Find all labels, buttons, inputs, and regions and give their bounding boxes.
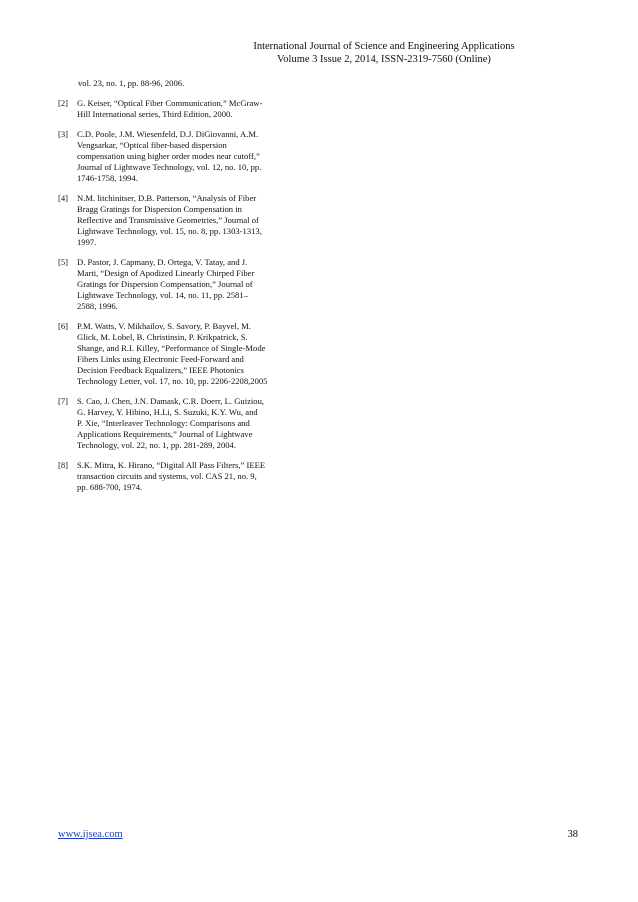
- reference-line: Applications Requirements,” Journal of Lightwave: [77, 429, 253, 439]
- reference-line: Marti, “Design of Apodized Linearly Chirped Fiber: [77, 268, 255, 278]
- reference-list: [58, 78, 308, 502]
- reference-text: [58, 129, 308, 184]
- reference-line: Lightwave Technology, vol. 15, no. 8, pp. 1303-1313,: [77, 226, 262, 236]
- reference-text: [58, 98, 308, 120]
- reference-line: pp. 688-700, 1974.: [77, 482, 143, 492]
- reference-line: Decision Feedback Equalizers,” IEEE Photonics: [77, 365, 244, 375]
- reference-line: P. Xie, “Interleaver Technology: Comparisons and: [77, 418, 250, 428]
- reference-number: [7]: [58, 396, 69, 406]
- reference-entry: [58, 98, 308, 120]
- page-number: 38: [567, 829, 578, 840]
- reference-line: Shange, and R.I. Killey, “Performance of Single-Mode: [77, 343, 266, 353]
- reference-line: Fibers Links using Electronic Feed-Forward and: [77, 354, 244, 364]
- reference-text: [58, 193, 308, 248]
- reference-line: transaction circuits and systems, vol. CAS 21, no. 9,: [77, 471, 257, 481]
- reference-entry: [58, 321, 308, 387]
- reference-number: [5]: [58, 257, 69, 267]
- reference-number: [6]: [58, 321, 69, 331]
- reference-entry: [58, 257, 308, 312]
- reference-line: P.M. Watts, V. Mikhailov, S. Savory, P. Bayvel, M.: [77, 321, 251, 331]
- reference-line: D. Pastor, J. Capmany, D. Ortega, V. Tatay, and J.: [77, 257, 248, 267]
- reference-line: Bragg Gratings for Dispersion Compensation in: [77, 204, 242, 214]
- reference-line: compensation using higher order modes near cutoff,”: [77, 151, 260, 161]
- reference-line: 2588, 1996.: [77, 301, 118, 311]
- reference-line: Technology, vol. 22, no. 1, pp. 281-289, 2004.: [77, 440, 237, 450]
- reference-line: Gratings for Dispersion Compensation,” Journal of: [77, 279, 253, 289]
- reference-number: [2]: [58, 98, 69, 108]
- reference-entry: [58, 193, 308, 248]
- reference-line: Lightwave Technology, vol. 14, no. 11, pp. 2581–: [77, 290, 248, 300]
- reference-continuation: vol. 23, no. 1, pp. 88-96, 2006.: [78, 78, 185, 88]
- references-container: [58, 98, 308, 493]
- reference-number: [3]: [58, 129, 69, 139]
- reference-text: [58, 396, 308, 451]
- reference-number: [8]: [58, 460, 69, 470]
- reference-line: Vengsarkar, “Optical fiber-based dispersion: [77, 140, 227, 150]
- reference-line: Hill International series, Third Edition, 2000.: [77, 109, 233, 119]
- journal-issue: Volume 3 Issue 2, 2014, ISSN-2319-7560 (Online): [277, 54, 491, 65]
- reference-line: Glick, M. Lobel, B. Christinsin, P. Krikpatrick, S.: [77, 332, 248, 342]
- reference-entry: [58, 396, 308, 451]
- reference-line: 1746-1758, 1994.: [77, 173, 138, 183]
- reference-line: G. Harvey, Y. Hibino, H.Li, S. Suzuki, K.Y. Wu, and: [77, 407, 258, 417]
- footer-link[interactable]: www.ijsea.com: [58, 829, 123, 840]
- reference-line: Journal of Lightwave Technology, vol. 12, no. 10, pp.: [77, 162, 262, 172]
- reference-line: N.M. litchinitser, D.B. Patterson, “Analysis of Fiber: [77, 193, 257, 203]
- reference-line: Reflective and Transmissive Geometries,” Journal of: [77, 215, 259, 225]
- reference-line: C.D. Poole, J.M. Wiesenfeld, D.J. DiGiovanni, A.M.: [77, 129, 259, 139]
- page-footer: [58, 828, 578, 841]
- reference-line: S. Cao, J. Chen, J.N. Damask, C.R. Doerr, L. Guiziou,: [77, 396, 265, 406]
- journal-header: [0, 40, 638, 66]
- reference-line: Technology Letter, vol. 17, no. 10, pp. 2206-2208,2005: [77, 376, 268, 386]
- reference-entry: [58, 460, 308, 493]
- journal-title: International Journal of Science and Engineering Applications: [253, 41, 515, 52]
- reference-text: [58, 321, 308, 387]
- reference-text: [58, 257, 308, 312]
- reference-line: S.K. Mitra, K. Hirano, “Digital All Pass Filters,” IEEE: [77, 460, 266, 470]
- reference-line: G. Keiser, “Optical Fiber Communication,” McGraw-: [77, 98, 263, 108]
- reference-number: [4]: [58, 193, 69, 203]
- reference-text: [58, 460, 308, 493]
- reference-line: 1997.: [77, 237, 97, 247]
- reference-entry: [58, 129, 308, 184]
